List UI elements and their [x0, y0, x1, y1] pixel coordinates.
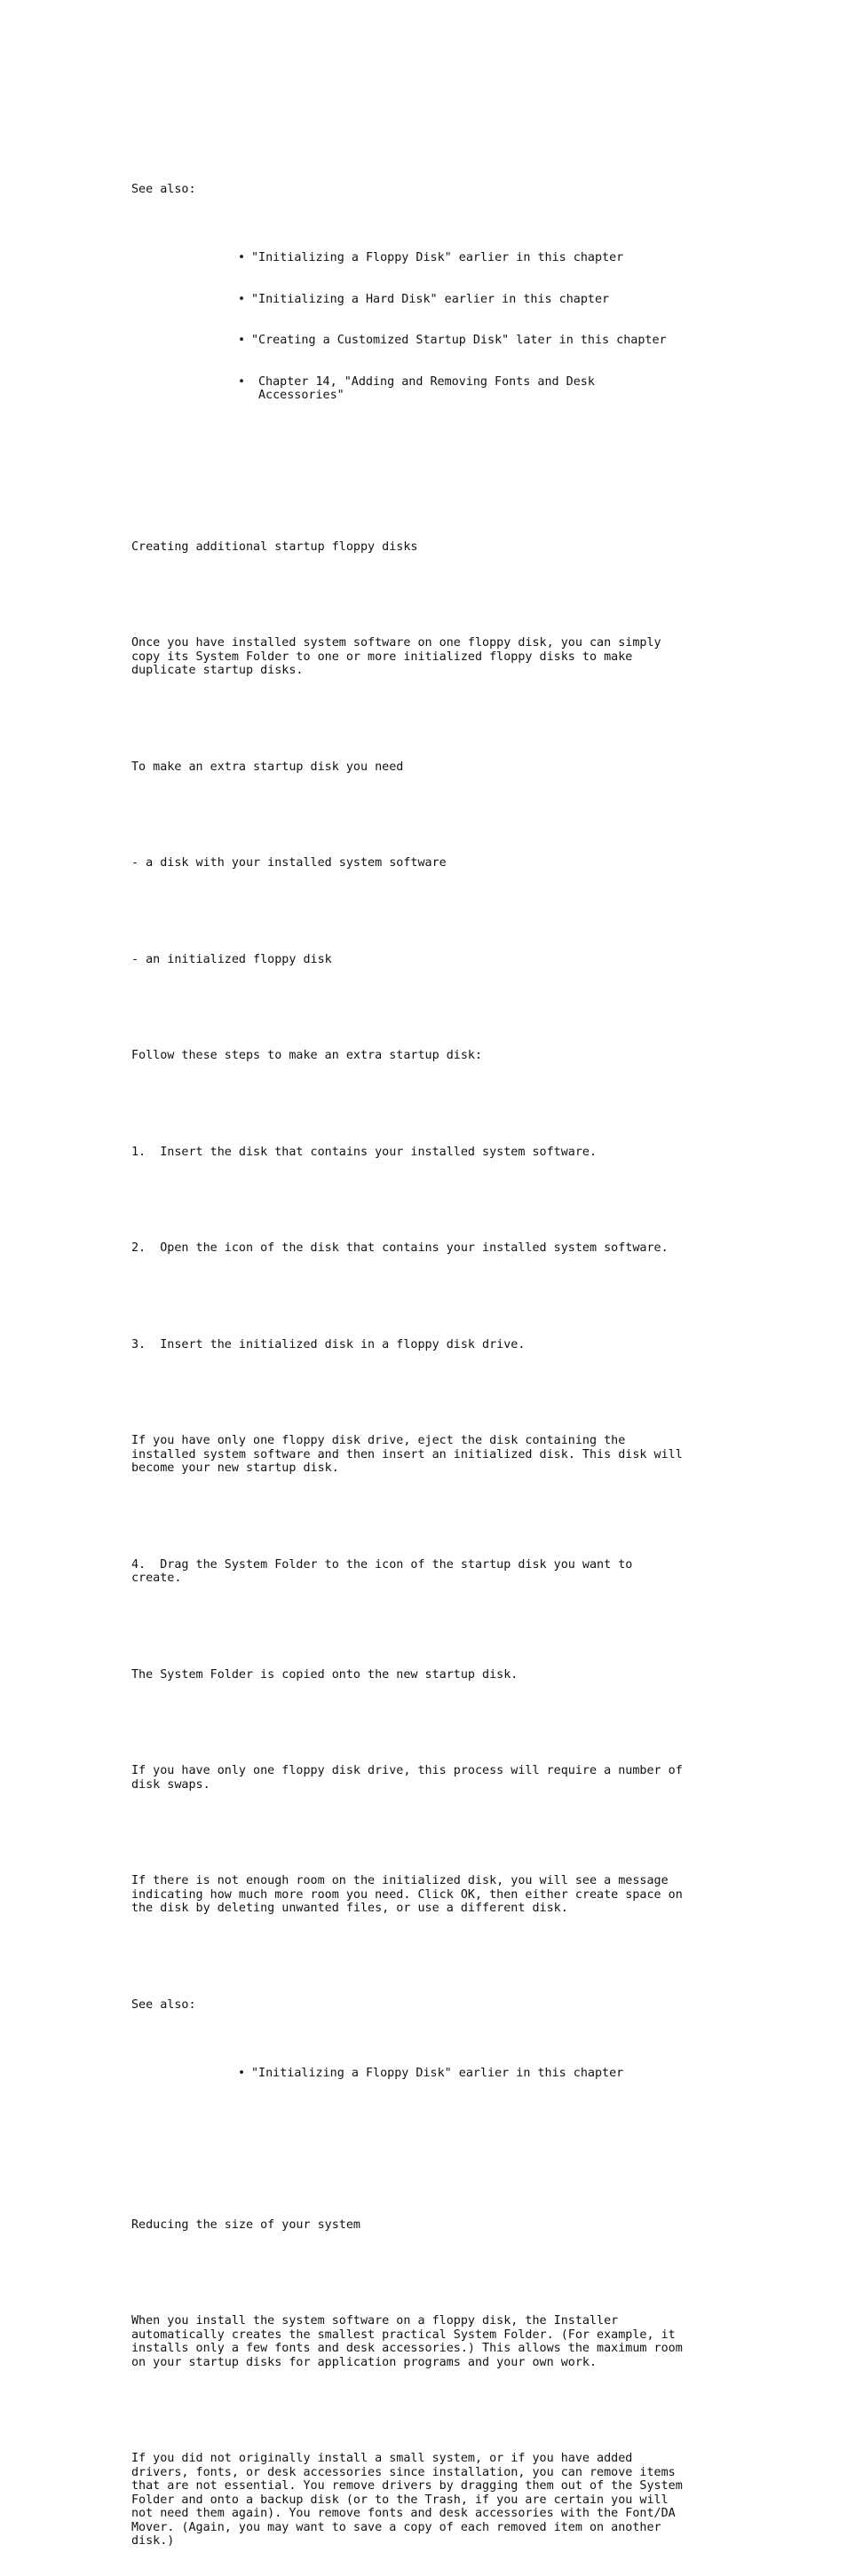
bullet-icon: •	[238, 374, 246, 389]
see-also-label: See also:	[131, 1997, 196, 2012]
paragraph: The System Folder is copied onto the new startup disk.	[131, 1667, 518, 1682]
bullet-icon: •	[238, 251, 246, 264]
paragraph: If there is not enough room on the initialized disk, you will see a message indicating how much more room you need. Click OK, then either create space on the disk by deleting unwanted files, or use a different disk.	[131, 1874, 683, 1915]
step-item: 3. Insert the initialized disk in a floppy disk drive.	[131, 1337, 526, 1351]
paragraph: If you have only one floppy disk drive, eject the disk containing the installed system software and then insert an initialized disk. This disk will become your new startup disk.	[131, 1434, 683, 1475]
paragraph: If you have only one floppy disk drive, this process will require a number of disk swaps.	[131, 1764, 683, 1792]
see-also-label: See also:	[131, 182, 196, 196]
see-also-item: • "Initializing a Hard Disk" earlier in this chapter	[238, 292, 610, 306]
requirement-item: - a disk with your installed system software	[131, 856, 447, 870]
paragraph: When you install the system software on a floppy disk, the Installer automatically creates the smallest practical System Folder. (For example, it installs only a few fonts and desk accessories.) This allows the maximum room on your startup disks for application programs and your own work.	[131, 2314, 683, 2369]
document-page	[131, 141, 717, 2576]
see-also-block	[131, 1998, 717, 2136]
see-also-item: • "Creating a Customized Startup Disk" later in this chapter	[238, 334, 667, 347]
see-also-list	[131, 2039, 717, 2108]
see-also-item: • "Initializing a Floppy Disk" earlier in this chapter	[238, 251, 624, 264]
paragraph: Once you have installed system software on one floppy disk, you can simply copy its System Folder to one or more initialized floppy disks to make duplicate startup disks.	[131, 636, 661, 677]
bullet-icon: •	[238, 2067, 246, 2080]
section-heading: Creating additional startup floppy disks	[131, 540, 418, 554]
section-heading: Reducing the size of your system	[131, 2218, 360, 2232]
paragraph: If you did not originally install a small system, or if you have added drivers, fonts, or desk accessories since installation, you can remove items that are not essential. You remove drivers by dragging them out of the System Folder and onto a backup disk (or to the Trash, if you are certain you will not need them again). You remove fonts and desk accessories with the Font/DA Mover. (Again, you may want to save a copy of each removed item on another disk.)	[131, 2452, 683, 2548]
requirement-item: - an initialized floppy disk	[131, 952, 332, 966]
step-item: 4. Drag the System Folder to the icon of the startup disk you want to create.	[131, 1557, 633, 1585]
bullet-icon: •	[238, 334, 246, 347]
see-also-block	[131, 183, 717, 458]
paragraph: To make an extra startup disk you need	[131, 760, 404, 774]
see-also-item: • Chapter 14, "Adding and Removing Fonts and Desk Accessories"	[238, 374, 595, 402]
step-item: 1. Insert the disk that contains your installed system software.	[131, 1145, 598, 1159]
paragraph: Follow these steps to make an extra startup disk:	[131, 1049, 483, 1062]
step-item: 2. Open the icon of the disk that contains your installed system software.	[131, 1241, 669, 1255]
see-also-list	[131, 224, 717, 430]
bullet-icon: •	[238, 292, 246, 306]
see-also-item: • "Initializing a Floppy Disk" earlier in this chapter	[238, 2067, 624, 2080]
